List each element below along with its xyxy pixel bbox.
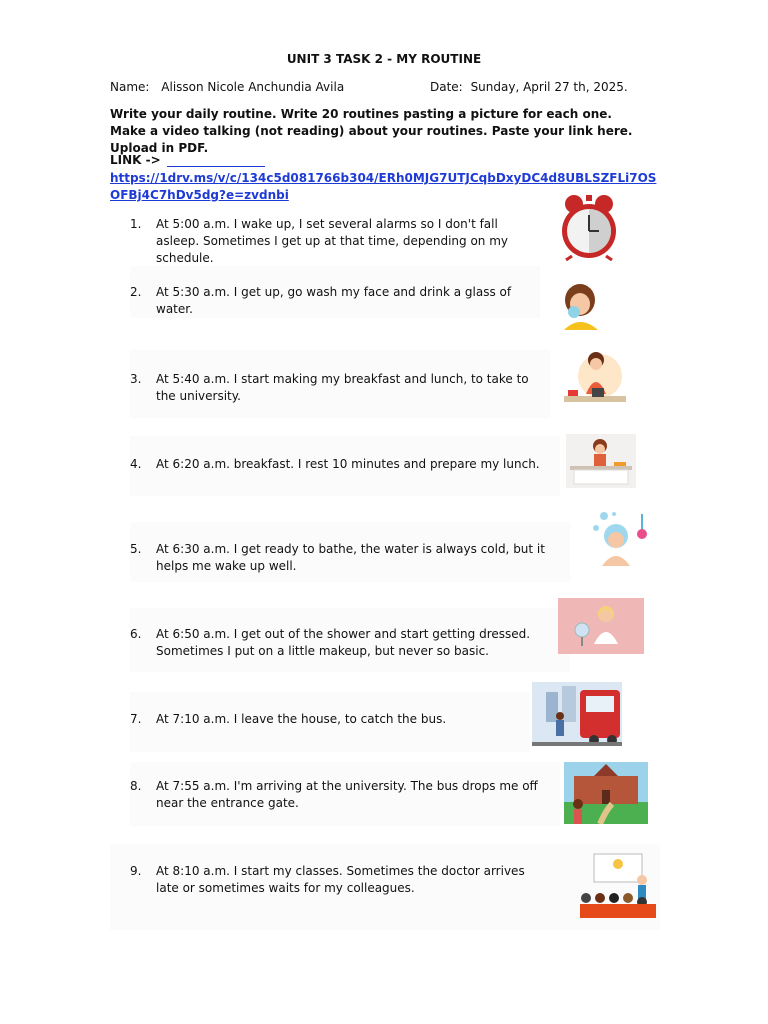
name-row [110, 80, 344, 94]
page-title: UNIT 3 TASK 2 - MY ROUTINE [286, 52, 482, 66]
classroom-presentation-icon [576, 850, 660, 918]
breakfast-table-icon [566, 434, 636, 488]
routine-number: 6. [130, 627, 142, 641]
routine-item-4 [130, 456, 540, 473]
routine-number: 1. [130, 217, 142, 231]
routine-text: At 8:10 a.m. I start my classes. Sometimes the doctor arrives late or sometimes waits for my colleagues. [156, 864, 525, 895]
shower-icon [584, 506, 656, 572]
routine-text: At 6:20 a.m. breakfast. I rest 10 minutes and prepare my lunch. [156, 457, 540, 471]
routine-number: 8. [130, 779, 142, 793]
routine-number: 9. [130, 864, 142, 878]
link-label: LINK -> [110, 153, 161, 167]
girl-washing-face-icon [558, 280, 602, 330]
date-row [430, 80, 628, 94]
routine-text: At 6:50 a.m. I get out of the shower and start getting dressed. Sometimes I put on a little makeup, but never so basic. [156, 627, 531, 658]
routine-item-1 [130, 216, 540, 267]
routine-text: At 6:30 a.m. I get ready to bathe, the water is always cold, but it helps me wake up well. [156, 542, 545, 573]
routine-item-2 [130, 284, 540, 318]
routine-item-7 [130, 711, 540, 728]
date-label: Date: [430, 80, 463, 94]
routine-text: At 5:00 a.m. I wake up, I set several alarms so I don't fall asleep. Sometimes I get up at that time, depending on my schedule. [156, 217, 509, 265]
bus-stop-icon [532, 682, 622, 746]
routine-number: 3. [130, 372, 142, 386]
student-name: Alisson Nicole Anchundia Avila [161, 80, 345, 94]
routine-number: 4. [130, 457, 142, 471]
instructions: Write your daily routine. Write 20 routines pasting a picture for each one. Make a video talking (not reading) about your routines. Paste your link here. Upload in PDF. [110, 107, 633, 155]
routine-number: 5. [130, 542, 142, 556]
routine-item-3 [130, 371, 540, 405]
routine-item-6 [130, 626, 540, 660]
date-value: Sunday, April 27 th, 2025. [470, 80, 628, 94]
name-label: Name: [110, 80, 150, 94]
alarm-clock-icon [556, 193, 622, 261]
routine-text: At 7:55 a.m. I'm arriving at the university. The bus drops me off near the entrance gate. [156, 779, 538, 810]
routine-item-8 [130, 778, 540, 812]
routine-text: At 5:40 a.m. I start making my breakfast and lunch, to take to the university. [156, 372, 529, 403]
university-building-icon [564, 762, 648, 824]
routine-number: 7. [130, 712, 142, 726]
link-label-row [110, 153, 265, 167]
cooking-woman-icon [560, 346, 630, 410]
video-link[interactable]: https://1drv.ms/v/c/134c5d081766b304/ERh0MJG7UTJCqbDxyDC4d8UBLSZFLi7OSOFBj4C7hDv5dg?e=zvdnbi [110, 171, 657, 202]
link-underline [167, 154, 265, 167]
routine-text: At 7:10 a.m. I leave the house, to catch the bus. [156, 712, 447, 726]
routine-number: 2. [130, 285, 142, 299]
routine-item-9 [130, 863, 540, 897]
routine-text: At 5:30 a.m. I get up, go wash my face and drink a glass of water. [156, 285, 512, 316]
getting-dressed-icon [558, 598, 644, 654]
routine-item-5 [130, 541, 560, 575]
